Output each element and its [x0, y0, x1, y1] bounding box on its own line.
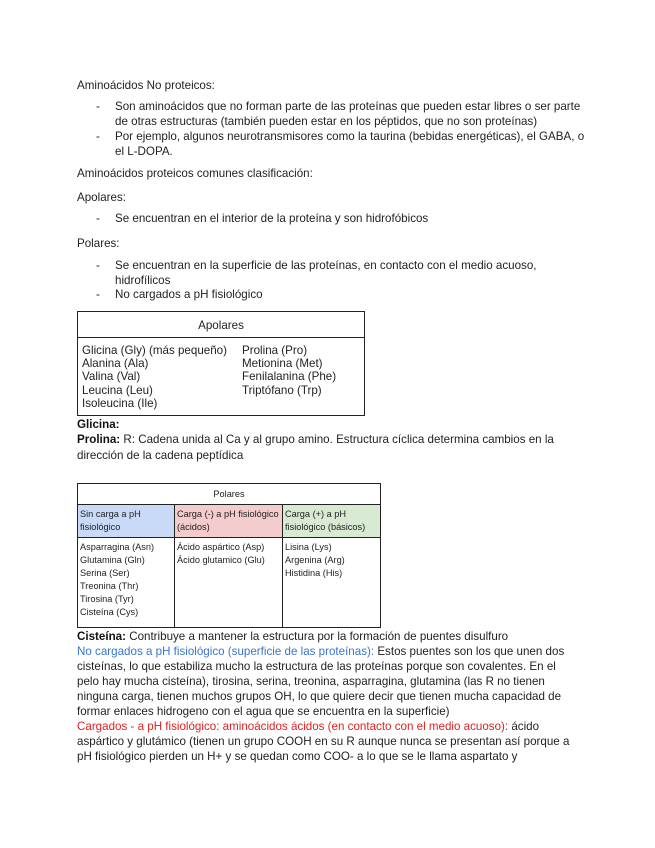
bullet-polares-1: Se encuentran en la superficie de las proteínas, en contacto con el medio acuoso, hidrofílicos [115, 259, 537, 287]
note-cisteina: Cisteína: Contribuye a mantener la estructura por la formación de puentes disulfuro [77, 630, 509, 643]
table-cell: Ácido glutamico (Glu) [177, 555, 265, 565]
note-line: ninguna carga, tienen muchos grupos OH, lo que quiere decir que tienen mucha capacidad de [77, 690, 562, 703]
bullet-marker: - [96, 130, 100, 143]
note-cargados: Cargados - a pH fisiológico: aminoácidos ácidos (en contacto con el medio acuoso): ácido [77, 720, 540, 733]
bullet-marker: - [96, 100, 100, 113]
header-carga-positiva: Carga (+) a pH fisiológico (básicos) [283, 505, 380, 538]
table-cell: Prolina (Pro) [242, 344, 308, 357]
note-line: cisteínas, lo que estabiliza mucho la estructura de las proteínas porque son covalentes. En el [77, 660, 556, 673]
table-cell: Cisteína (Cys) [80, 607, 139, 617]
table-cell: Alanina (Ala) [82, 357, 149, 371]
table-cell: Valina (Val) [82, 370, 141, 384]
bullet-apolares: Se encuentran en el interior de la proteína y son hidrofóbicos [115, 212, 429, 225]
table-cell: Glutamina (Gln) [80, 555, 145, 565]
polares-col-sin-carga [78, 538, 175, 627]
note-no-cargados: No cargados a pH fisiológico (superficie de las proteínas): Estos puentes son los que unen dos [77, 645, 565, 658]
note-line: pelo hay mucha cisteína), tirosina, serina, treonina, asparragina, glutamina (las R no tienen [77, 675, 545, 688]
polares-table-title: Polares [78, 484, 380, 505]
table-cell: Asparragina (Asn) [80, 542, 155, 552]
table-cell: Ácido aspártico (Asp) [177, 542, 265, 552]
note-line: formar enlaces hidrogeno con el agua que se encuentra en la superficie) [77, 705, 450, 718]
bullet-marker: - [96, 212, 100, 225]
bullet-marker: - [96, 259, 100, 272]
label-polares: Polares: [77, 237, 120, 250]
table-cell: Argenina (Arg) [285, 555, 345, 565]
header-sin-carga: Sin carga a pH fisiológico [78, 505, 175, 538]
bullet-polares-2: No cargados a pH fisiológico [115, 288, 263, 301]
apolares-col-2 [242, 344, 362, 397]
table-cell: Glicina (Gly) (más pequeño) [82, 344, 227, 357]
polares-col-carga-positiva [283, 538, 380, 627]
label-apolares: Apolares: [77, 191, 126, 204]
section-heading-no-proteicos: Aminoácidos No proteicos: [77, 79, 215, 92]
section-heading-clasificacion: Aminoácidos proteicos comunes clasificación: [77, 167, 313, 180]
note-prolina-line2: dirección de la cadena peptídica [77, 449, 244, 462]
table-cell: Metionina (Met) [242, 357, 323, 371]
table-cell: Triptófano (Trp) [242, 383, 322, 397]
bullet-marker: - [96, 288, 100, 301]
table-cell: Treonina (Thr) [80, 581, 139, 591]
table-cell: Histidina (His) [285, 568, 343, 578]
apolares-table [77, 311, 365, 416]
bullet-no-proteicos-1: Son aminoácidos que no forman parte de las proteínas que pueden estar libres o ser parte de otras estructuras (también pueden estar en los péptidos, que no son proteínas) [115, 100, 581, 128]
table-cell: Lisina (Lys) [285, 542, 332, 552]
table-cell: Isoleucina (Ile) [82, 396, 158, 410]
polares-col-carga-negativa [175, 538, 283, 627]
note-glicina: Glicina: [77, 418, 120, 431]
polares-table [77, 483, 381, 628]
table-cell: Fenilalanina (Phe) [242, 370, 337, 384]
note-line: pH fisiológico pierden un H+ y se quedan como COO- a lo que se le llama aspartato y [77, 750, 518, 763]
table-cell: Leucina (Leu) [82, 383, 153, 397]
apolares-table-title: Apolares [78, 312, 364, 338]
table-cell: Tirosina (Tyr) [80, 594, 134, 604]
bullet-no-proteicos-2: Por ejemplo, algunos neurotransmisores como la taurina (bebidas energéticas), el GABA, o el L-DOPA. [115, 130, 585, 158]
note-prolina: Prolina: R: Cadena unida al Ca y al grupo amino. Estructura cíclica determina cambios en la [77, 433, 554, 446]
apolares-col-1 [82, 344, 242, 410]
header-carga-negativa: Carga (-) a pH fisiológico (ácidos) [175, 505, 283, 538]
note-line: aspártico y glutámico (tienen un grupo COOH en su R aunque nunca se presentan así porque a [77, 735, 570, 748]
table-cell: Serina (Ser) [80, 568, 130, 578]
